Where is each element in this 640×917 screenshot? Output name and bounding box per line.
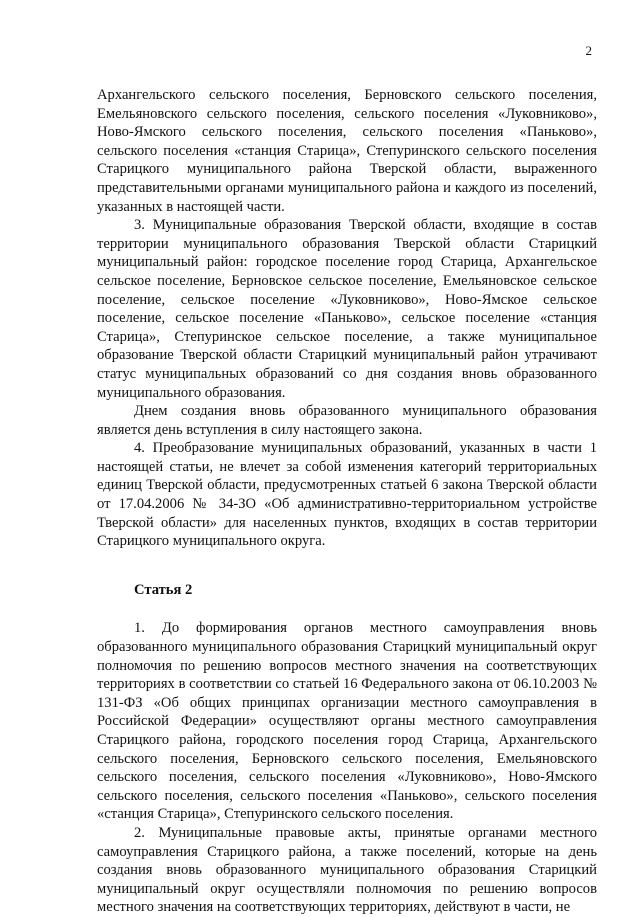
paragraph-part-4: 4. Преобразование муниципальных образований, указанных в части 1 настоящей статьи, не влечет за собой изменения категорий территориальных единиц Тверской области, предусмотренных статьей 6 закона Тверской области от 17.04.2006 № 34-ЗО «Об административно-территориальном устройстве Тверской области» для населенных пунктов, входящих в состав территории Старицкого муниципального округа. bbox=[97, 440, 597, 550]
paragraph-continuation: Архангельского сельского поселения, Берновского сельского поселения, Емельяновского сельского поселения, сельского поселения «Луковниково», Ново-Ямского сельского поселения, сельского поселения «Паньково», сельского поселения «станция Старица», Степуринского сельского поселения Старицкого муниципального района Тверской области, выраженного представительными органами муниципального района и каждого из поселений, указанных в настоящей части. bbox=[97, 87, 597, 215]
paragraph-part-3: 3. Муниципальные образования Тверской области, входящие в состав территории муниципального образования Тверской области Старицкий муниципальный район: городское поселение город Старица, Архангельское сельское поселение, Берновское сельское поселение, Емельяновское сельское поселение, сельское поселение «Луковниково», Ново-Ямское сельское поселение, сельское поселение «Паньково», сельское поселение «станция Старица», Степуринское сельское поселение, а также муниципальное образование Тверской области Старицкий муниципальный район утрачивают статус муниципальных образований со дня создания вновь образованного муниципального образования. bbox=[97, 217, 597, 401]
document-body bbox=[97, 86, 597, 917]
paragraph-creation-day: Днем создания вновь образованного муниципального образования является день вступления в силу настоящего закона. bbox=[97, 403, 597, 438]
article-heading: Статья 2 bbox=[134, 581, 193, 598]
page-number: 2 bbox=[585, 43, 592, 58]
paragraph-article2-part-2: 2. Муниципальные правовые акты, принятые органами местного самоуправления Старицкого района, а также поселений, которые на день создания вновь образованного муниципального образования Старицкий муниципальный округ осуществляли полномочия по решению вопросов местного значения на соответствующих территориях, действуют в части, не bbox=[97, 824, 597, 916]
paragraph-article2-part-1: 1. До формирования органов местного самоуправления вновь образованного муниципального образования Старицкий муниципальный округ полномочия по решению вопросов местного значения на соответствующих территориях в соответствии со статьей 16 Федерального закона от 06.10.2003 № 131-ФЗ «Об общих принципах организации местного самоуправления в Российской Федерации» осуществляют органы местного самоуправления Старицкого района, городского поселения город Старица, Архангельского сельского поселения, Берновского сельского поселения, Емельяновского сельского поселения, сельского поселения «Луковниково», Ново-Ямского сельского поселения, сельского поселения «Паньково», сельского поселения «станция Старица», Степуринского сельского поселения. bbox=[97, 620, 597, 823]
